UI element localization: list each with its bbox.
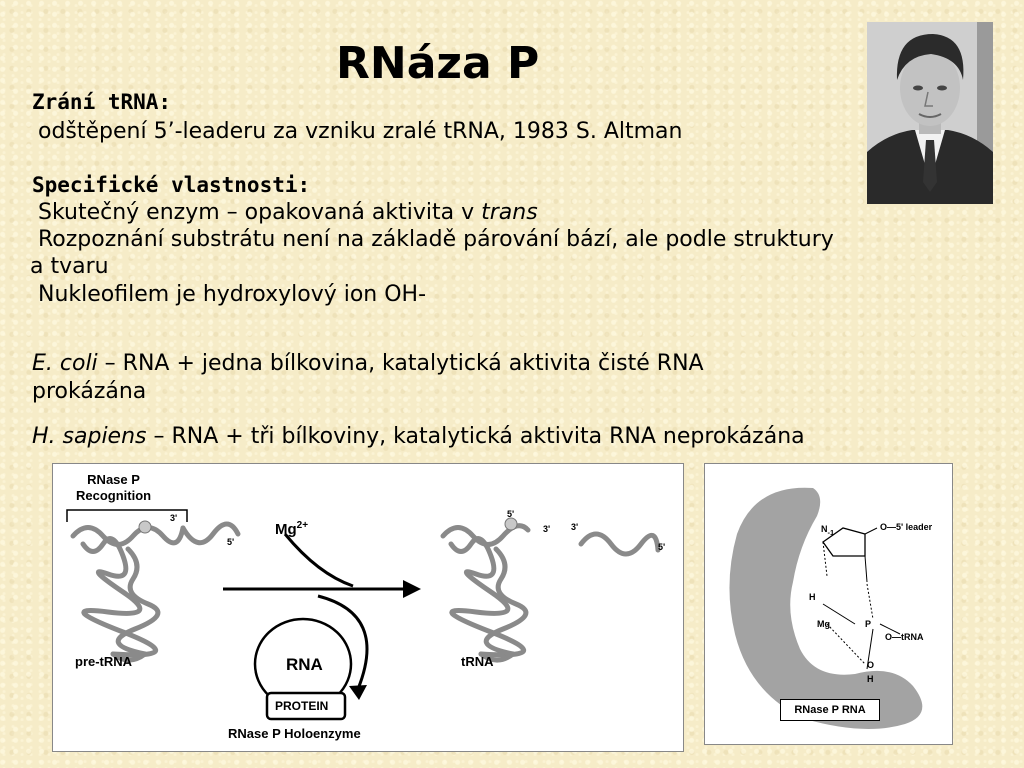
hydroxyl-h-label: H	[809, 592, 816, 602]
pre-trna-label: pre-tRNA	[75, 654, 133, 669]
recognition-label	[76, 472, 151, 504]
n-minus-1-label	[821, 524, 834, 537]
n-label: N	[821, 524, 828, 534]
recognition-label-line-1: RNase P	[87, 472, 140, 487]
trna-5-end: 5'	[507, 509, 515, 519]
slide-title: RNáza P	[336, 38, 540, 89]
hydrogen-label: H	[867, 674, 874, 684]
ecoli-species: E. coli	[32, 351, 98, 376]
ecoli-text: – RNA + jedna bílkovina, katalytická aktivita čisté RNA	[97, 351, 704, 376]
rna-label: RNA	[286, 655, 323, 674]
holoenzyme-label: RNase P Holoenzyme	[228, 726, 361, 741]
property-1	[38, 199, 538, 226]
mg-label	[275, 520, 308, 538]
n-sub: -1	[827, 527, 835, 537]
protein-label: PROTEIN	[275, 699, 329, 713]
property-3: Nukleofilem je hydroxylový ion OH-	[38, 282, 427, 307]
recognition-label-line-2: Recognition	[76, 488, 152, 503]
ecoli-line-2: prokázána	[32, 379, 147, 404]
pre-trna-5-end: 5'	[227, 537, 235, 547]
phosphorus-label: P	[865, 619, 872, 629]
pre-trna-3-end: 3'	[170, 513, 178, 523]
property-1-italic: trans	[481, 200, 538, 225]
mg-ion-label: Mg	[817, 619, 830, 629]
property-1-text: Skutečný enzym – opakovaná aktivita v	[38, 200, 482, 225]
hsapiens-line	[32, 423, 805, 450]
rnase-p-rna-label: RNase P RNA	[780, 699, 880, 721]
maturation-heading: Zrání tRNA:	[32, 90, 172, 114]
properties-heading: Specifické vlastnosti:	[32, 173, 311, 197]
mg-text: Mg	[275, 521, 297, 538]
leader-label: O—5' leader	[880, 522, 933, 532]
leader-3-end: 3'	[571, 522, 579, 532]
hsapiens-text: – RNA + tři bílkoviny, katalytická aktivita RNA neprokázána	[146, 424, 805, 449]
ecoli-line	[32, 350, 704, 377]
oxygen-label: O	[867, 660, 875, 670]
mg-superscript: 2+	[296, 520, 309, 531]
maturation-text: odštěpení 5’-leaderu za vzniku zralé tRNA, 1983 S. Altman	[38, 119, 683, 144]
mechanism-diagram	[704, 463, 953, 745]
property-2-line-1: Rozpoznání substrátu není na základě párování bází, ale podle struktury	[38, 227, 834, 252]
altman-portrait	[867, 22, 993, 204]
trna-link-label: O—tRNA	[885, 632, 924, 642]
trna-3-end: 3'	[543, 524, 551, 534]
property-2-line-2: a tvaru	[30, 254, 109, 279]
rnase-p-diagram	[52, 463, 684, 752]
portrait-image	[867, 22, 993, 204]
leader-5-end: 5'	[658, 542, 666, 552]
holoenzyme-illustration	[53, 464, 683, 751]
hsapiens-species: H. sapiens	[32, 424, 147, 449]
trna-label: tRNA	[461, 654, 494, 669]
